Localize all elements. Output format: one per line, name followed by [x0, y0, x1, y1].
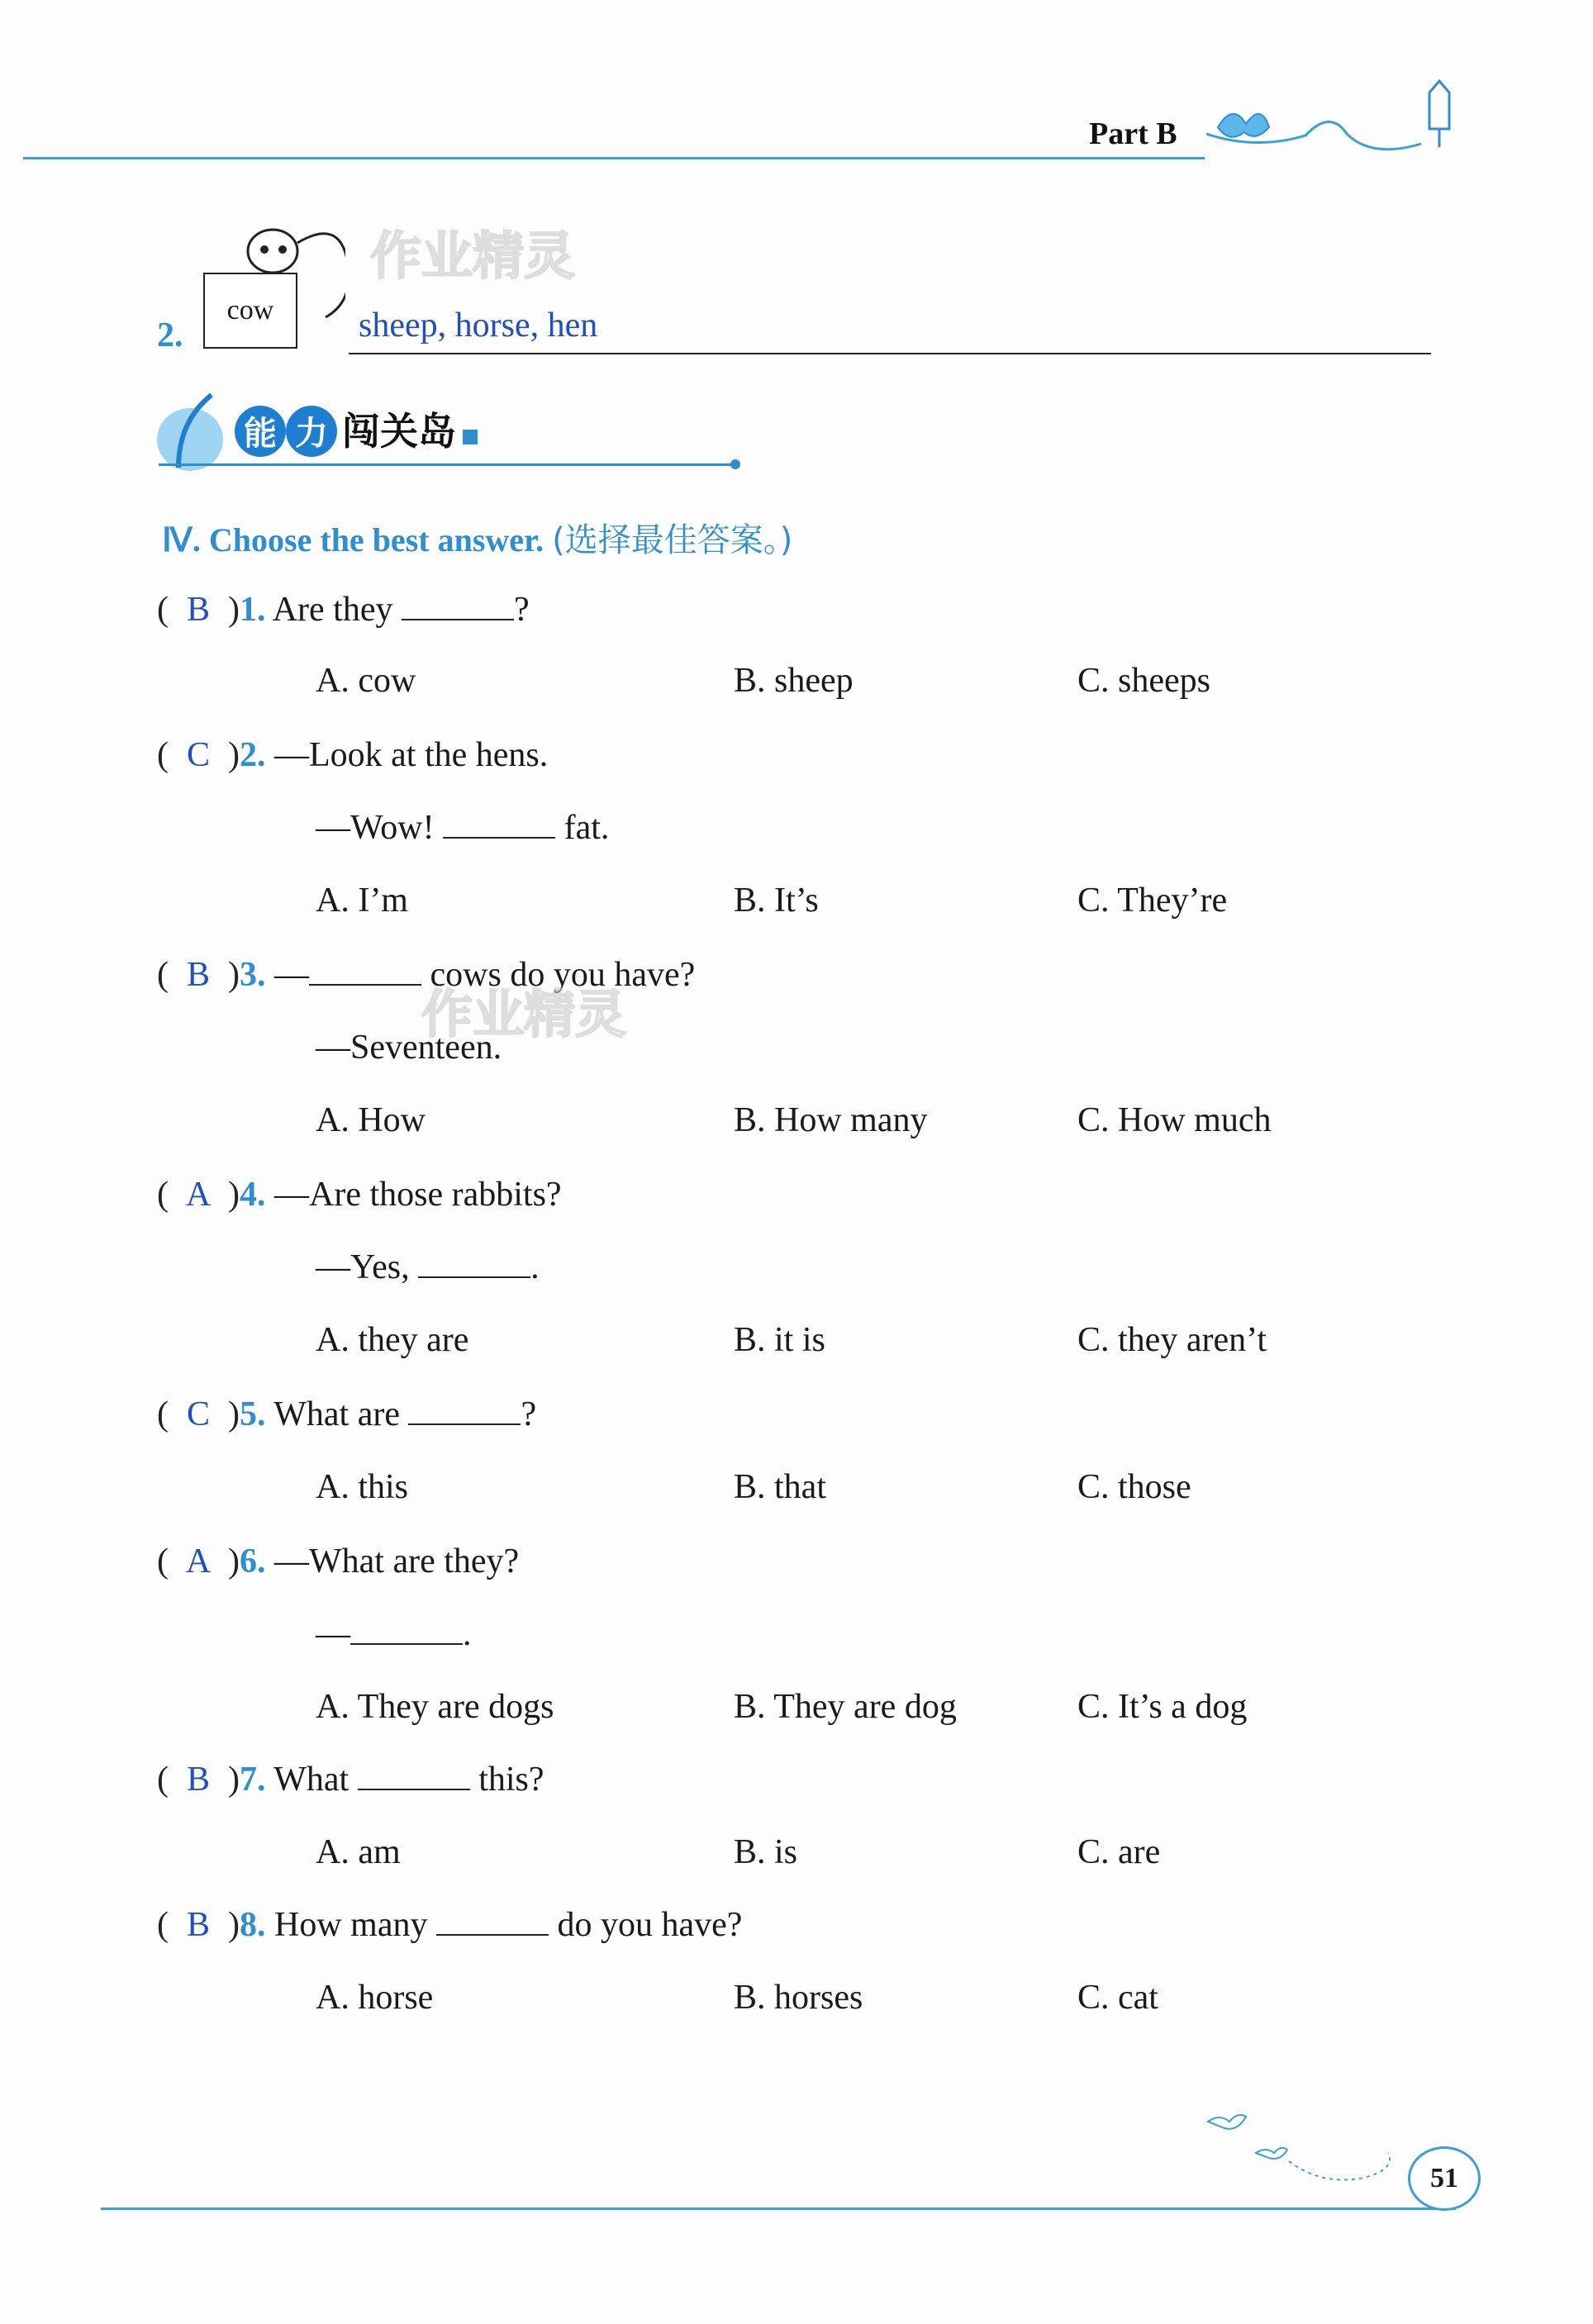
option-c: C. cat: [1077, 1979, 1158, 2017]
option-c: C. How much: [1077, 1101, 1272, 1139]
question-row: ( B )1. Are they ?: [157, 591, 530, 629]
question-number: 3.: [240, 956, 266, 994]
footer-rule: [101, 2208, 1456, 2210]
question-number: 1.: [240, 591, 266, 629]
question-row: ( C )2. —Look at the hens.: [157, 736, 549, 774]
watermark: 作业精灵: [421, 984, 627, 1044]
answer-text: sheep, horse, hen: [359, 307, 598, 345]
question-text: —: [274, 956, 309, 994]
banner-badge: 能: [235, 406, 286, 457]
question-text: —Wow!: [316, 809, 435, 847]
option-b: B. it is: [734, 1321, 825, 1359]
blank: [402, 594, 514, 620]
section-heading-cn: (选择最佳答案。): [552, 521, 793, 559]
option-a: A. cow: [316, 662, 416, 700]
option-a: A. this: [316, 1468, 409, 1506]
option-c: C. are: [1077, 1833, 1161, 1871]
option-c: C. They’re: [1077, 882, 1228, 920]
question-text: —Look at the hens.: [274, 736, 549, 774]
question-number: 8.: [240, 1906, 266, 1944]
page-number: 51: [1408, 2146, 1481, 2211]
option-b: B. How many: [734, 1101, 928, 1139]
question-text: this?: [478, 1761, 544, 1799]
option-b: B. is: [734, 1833, 798, 1871]
blank: [358, 1764, 470, 1790]
banner-badge: 力: [286, 406, 337, 457]
option-a: A. they are: [316, 1321, 469, 1359]
header-rule: [23, 157, 1205, 159]
answer-letter: B: [186, 1906, 210, 1944]
option-b: B. horses: [734, 1979, 863, 2017]
question-number: 7.: [240, 1761, 266, 1799]
option-c: C. they aren’t: [1077, 1321, 1267, 1359]
section-heading: [162, 514, 792, 561]
blank: [418, 1252, 530, 1278]
question-row: ( C )5. What are ?: [157, 1395, 537, 1433]
question-text: —Are those rabbits?: [274, 1176, 562, 1214]
question-text: .: [463, 1615, 472, 1653]
question-text: —: [316, 1615, 350, 1653]
option-a: A. horse: [316, 1979, 434, 2017]
blank: [309, 959, 421, 986]
question-text: fat.: [563, 809, 610, 847]
answer-letter: A: [185, 1542, 212, 1580]
option-c: C. sheeps: [1077, 662, 1210, 700]
option-b: B. They are dog: [734, 1688, 957, 1726]
question-row: ( B )8. How many do you have?: [157, 1906, 743, 1944]
question-row: ( B )3. — cows do you have?: [157, 956, 696, 994]
answer-letter: C: [186, 1395, 210, 1433]
answer-letter: A: [185, 1176, 212, 1214]
section-banner: [235, 402, 478, 457]
banner-dot: [730, 459, 740, 469]
part-label: Part B: [1089, 116, 1177, 151]
question-text: cows do you have?: [430, 956, 696, 994]
blank: [443, 812, 555, 839]
banner-underline: [159, 463, 737, 466]
section-heading-en: Ⅳ. Choose the best answer.: [162, 521, 544, 558]
question-text: do you have?: [557, 1906, 743, 1944]
question-text: —Seventeen.: [316, 1029, 502, 1067]
answer-letter: B: [186, 591, 210, 629]
blank: [436, 1909, 549, 1936]
question-row: ( A )4. —Are those rabbits?: [157, 1176, 562, 1214]
word-box-label: cow: [226, 295, 274, 326]
option-a: A. am: [316, 1833, 401, 1871]
question-text: What: [273, 1761, 350, 1799]
question-text: ?: [513, 591, 530, 629]
question-text: —Yes,: [316, 1248, 410, 1286]
question-row: ( A )6. —What are they?: [157, 1542, 520, 1580]
question-number: 2.: [240, 736, 266, 774]
blank: [408, 1399, 521, 1425]
answer-letter: B: [186, 956, 210, 994]
question-number: 2.: [157, 316, 183, 354]
question-number: 5.: [240, 1395, 266, 1433]
question-text: Are they: [272, 591, 393, 629]
bird-decoration: [1198, 2098, 1405, 2189]
answer-letter: B: [186, 1761, 210, 1799]
question-text: [316, 808, 609, 848]
watermark: 作业精灵: [370, 226, 576, 286]
option-c: C. those: [1077, 1468, 1191, 1506]
question-number: 4.: [240, 1176, 266, 1214]
answer-line: [349, 353, 1431, 354]
question-text: What are: [273, 1395, 400, 1433]
question-text: [316, 1614, 472, 1654]
question-text: ?: [521, 1395, 537, 1433]
banner-title: 闯关岛: [342, 409, 456, 454]
option-a: A. They are dogs: [316, 1688, 554, 1726]
question-row: ( B )7. What this?: [157, 1761, 544, 1799]
option-b: B. that: [734, 1468, 826, 1506]
blank: [350, 1618, 463, 1645]
question-number: 6.: [240, 1542, 266, 1580]
option-b: B. It’s: [734, 882, 819, 920]
question-text: —What are they?: [274, 1542, 520, 1580]
answer-letter: C: [186, 736, 210, 774]
butterfly-lantern-decoration: [1206, 76, 1471, 159]
option-a: A. How: [316, 1101, 426, 1139]
question-text: [316, 1248, 540, 1287]
word-box: [203, 273, 297, 349]
option-c: C. It’s a dog: [1077, 1688, 1248, 1726]
option-a: A. I’m: [316, 882, 408, 920]
question-text: How many: [274, 1906, 428, 1944]
option-b: B. sheep: [734, 662, 854, 700]
question-text: .: [530, 1248, 540, 1286]
